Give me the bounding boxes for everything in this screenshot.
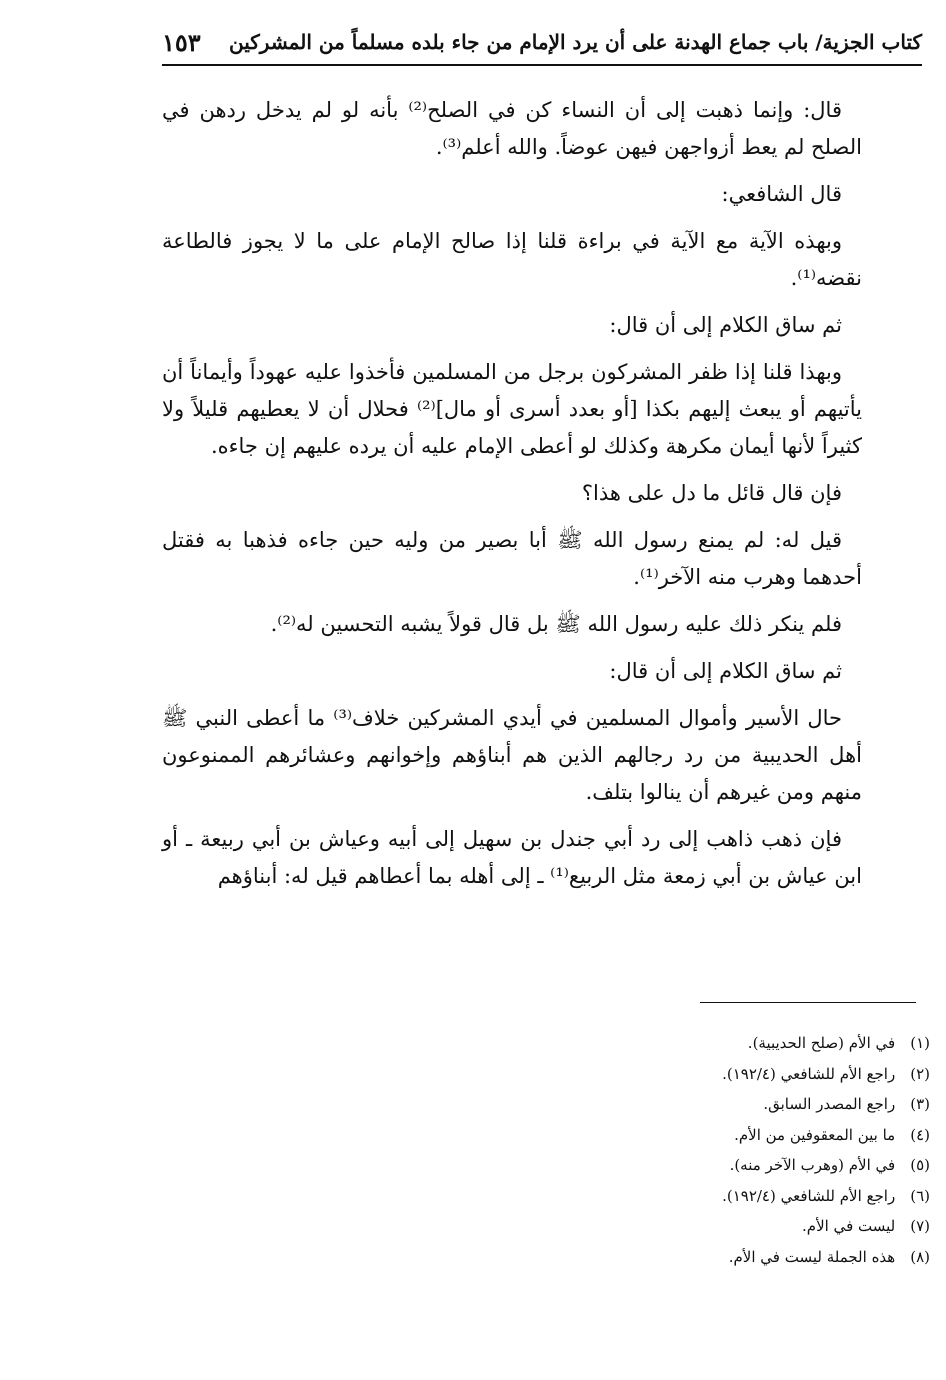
footnote-number: (٥) [910, 1156, 930, 1174]
footnote-number: (١) [910, 1034, 930, 1052]
footnote-number: (٧) [910, 1217, 930, 1235]
footnote-text: ليست في الأم. [802, 1217, 896, 1235]
paragraph: ثم ساق الكلام إلى أن قال: [609, 659, 842, 683]
footnote-text: ما بين المعقوفين من الأم. [734, 1125, 896, 1144]
paragraph: وبهذه الآية مع الآية في براءة قلنا إذا صالح الإمام على ما لا يجوز فالطاعة نقضه⁽¹⁾. [162, 229, 862, 290]
footnote-text: هذه الجملة ليست في الأم. [728, 1247, 896, 1266]
footnote [500, 1120, 930, 1151]
paragraph: قال: وإنما ذهبت إلى أن النساء كن في الصلح⁽²⁾ بأنه لو لم يدخل ردهن في الصلح لم يعط أزواجهن فيهن عوضاً. والله أعلم⁽³⁾. [162, 98, 862, 159]
footnote-number: (٤) [910, 1125, 930, 1144]
paragraph: حال الأسير وأموال المسلمين في أيدي المشركين خلاف⁽³⁾ ما أعطى النبي ﷺ أهل الحديبية من رد رجالهم الذين هم أبناؤهم وإخوانهم وعشائرهم الممنوعون منهم ومن غيرهم أن ينالوا بتلف. [162, 706, 862, 804]
footnote-text: راجع الأم للشافعي (١٩٢/٤). [722, 1064, 896, 1083]
running-title: كتاب الجزية/ باب جماع الهدنة على أن يرد الإمام من جاء بلده مسلماً من المشركين [229, 30, 922, 54]
paragraph: فإن ذهب ذاهب إلى رد أبي جندل بن سهيل إلى أبيه وعياش بن أبي ربيعة ـ أو ابن عياش بن أبي زمعة مثل الربيع⁽¹⁾ ـ إلى أهله بما أعطاهم قيل له: أبناؤهم [162, 827, 862, 888]
paragraph: فلم ينكر ذلك عليه رسول الله ﷺ بل قال قولاً يشبه التحسين له⁽²⁾. [270, 612, 842, 636]
header-rule [162, 64, 922, 66]
footnote [500, 1089, 930, 1120]
footnote-number: (٢) [910, 1064, 930, 1083]
footnotes [500, 1028, 930, 1272]
footnote [500, 1242, 930, 1273]
body-text [162, 92, 862, 905]
page-number: ١٥٣ [162, 27, 201, 57]
footnote-text: راجع الأم للشافعي (١٩٢/٤). [722, 1186, 896, 1205]
footnote-number: (٣) [910, 1095, 930, 1113]
footnote-text: راجع المصدر السابق. [763, 1095, 896, 1113]
footnote [500, 1150, 930, 1181]
paragraph: قيل له: لم يمنع رسول الله ﷺ أبا بصير من وليه حين جاءه فذهبا به فقتل أحدهما وهرب منه الآخر⁽¹⁾. [162, 528, 862, 589]
paragraph: قال الشافعي: [721, 182, 842, 206]
footnote [500, 1181, 930, 1212]
paragraph: ثم ساق الكلام إلى أن قال: [609, 313, 842, 337]
footnote-rule [700, 1002, 916, 1003]
footnote-text: في الأم (صلح الحديبية). [747, 1034, 896, 1052]
footnote-number: (٨) [910, 1247, 930, 1266]
footnote-text: في الأم (وهرب الآخر منه). [729, 1156, 896, 1174]
footnote [500, 1211, 930, 1242]
footnote [500, 1059, 930, 1090]
paragraph: وبهذا قلنا إذا ظفر المشركون برجل من المسلمين فأخذوا عليه عهوداً وأيماناً أن يأتيهم أو يبعث إليهم بكذا [أو بعدد أسرى أو مال]⁽²⁾ فحلال أن لا يعطيهم قليلاً ولا كثيراً لأنها أيمان مكرهة وكذلك لو أعطى الإمام عليه أن يرده عليهم إن جاءه. [162, 360, 862, 458]
footnote [500, 1028, 930, 1059]
running-header [162, 22, 922, 62]
footnote-number: (٦) [910, 1186, 930, 1205]
paragraph: فإن قال قائل ما دل على هذا؟ [581, 481, 842, 505]
